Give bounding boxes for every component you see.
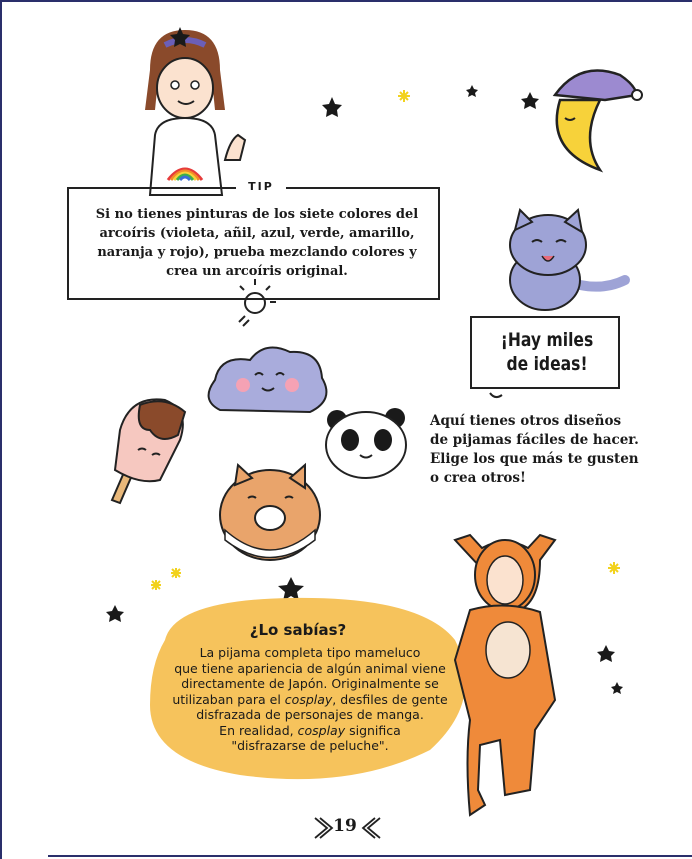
cat-illustration	[510, 210, 625, 310]
did-line-5: disfrazada de personajes de manga.	[196, 707, 424, 722]
tip-label: TIP	[236, 180, 286, 193]
callout-tail	[490, 393, 502, 397]
cloud-illustration	[209, 348, 327, 413]
did-you-know-text	[165, 645, 455, 754]
callout-text	[499, 328, 596, 376]
did-line-1: La pijama completa tipo mameluco	[199, 645, 421, 660]
did-line-6	[165, 723, 455, 739]
panda-illustration	[326, 408, 406, 478]
callout-line-2: de ideas!	[506, 353, 588, 375]
did-line-4-post: , desfiles de gente	[332, 691, 448, 707]
did-line-3: directamente de Japón. Originalmente se	[181, 676, 439, 691]
did-line-7: "disfrazarse de peluche".	[231, 738, 389, 753]
did-line-4	[165, 692, 455, 708]
did-you-know-title: ¿Lo sabías?	[249, 621, 347, 639]
popsicle-illustration	[112, 399, 185, 503]
did-line-6-em: cosplay	[297, 722, 346, 738]
donut-cat-illustration	[220, 465, 320, 560]
tip-text: Si no tienes pinturas de los siete colores del arcoíris (violeta, añil, azul, verde, amarillo, naranja y rojo), prueba mezclando colores y crea un arcoíris original.	[95, 207, 419, 279]
girl-onesie-illustration	[455, 535, 555, 815]
side-text: Aquí tienes otros diseños de pijamas fáciles de hacer. Elige los que más te gusten o crea otros!	[430, 413, 639, 486]
callout-line-1: ¡Hay miles	[500, 329, 594, 351]
sleeping-moon-illustration	[555, 71, 642, 171]
did-line-6-post: significa	[345, 722, 401, 738]
did-line-2: que tiene apariencia de algún animal viene	[174, 660, 446, 676]
did-line-4-pre: utilizaban para el	[172, 691, 285, 707]
did-line-4-em: cosplay	[284, 691, 333, 707]
page-number: 19	[333, 816, 357, 836]
did-line-6-pre: En realidad,	[219, 722, 298, 738]
girl-rainbow-illustration	[145, 30, 245, 195]
